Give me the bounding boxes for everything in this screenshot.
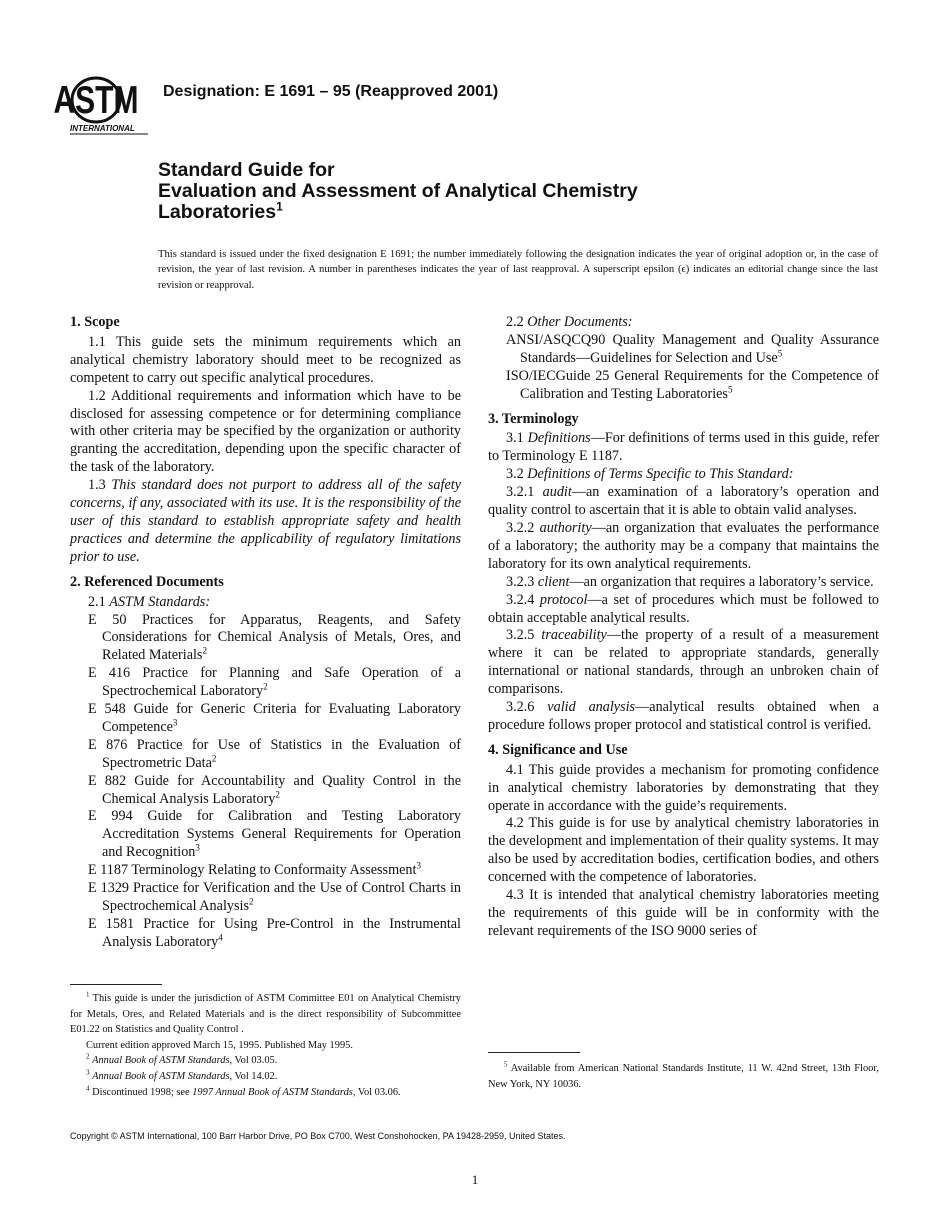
- text-run: 3.2.1: [506, 484, 543, 501]
- footnote-mark: 2: [202, 645, 207, 656]
- text-run: 3.2.2: [506, 519, 540, 536]
- paragraph: [70, 334, 461, 388]
- text-run: —the property of a result of a measurement where it can be related to appropriate standards, generally international or national standards, through an unbroken chain of comparisons.: [488, 627, 879, 698]
- text-run: 3.1: [506, 430, 528, 447]
- reference-item: [70, 880, 461, 916]
- designation: Designation: E 1691 – 95 (Reapproved 2001): [163, 83, 499, 100]
- text-run: protocol: [539, 591, 588, 608]
- paragraph: [488, 699, 879, 735]
- text-run: —an examination of a laboratory’s operation and quality control to ascertain that it is able to obtain valid analyses.: [488, 484, 879, 519]
- reference-item: [70, 665, 461, 701]
- paragraph: [488, 762, 879, 816]
- paragraph: [70, 1085, 461, 1101]
- paragraph: [488, 466, 879, 484]
- text-run: 1.2 Additional requirements and information which have to be disclosed for assessing competence or for determining compliance with other criteria may be specified by the organization or authority granting the accreditation, depending upon the specific character of the task of the laboratory.: [70, 387, 461, 476]
- text-run: —a set of procedures which must be followed to obtain acceptable analytical results.: [488, 591, 879, 626]
- text-run: 3.2.5: [506, 627, 542, 644]
- text-run: authority: [539, 519, 592, 536]
- text-run: Definitions of Terms Specific to This Standard:: [527, 466, 794, 483]
- footnote-mark: 3: [195, 842, 200, 853]
- text-run: —analytical results obtained when a procedure follows proper protocol and statistical control is verified.: [488, 699, 880, 733]
- text-run: E 876 Practice for Use of Statistics in the Evaluation of Spectrometric Data: [88, 736, 461, 771]
- text-run: 3.2: [506, 466, 528, 483]
- text-run: E 882 Guide for Accountability and Quality Control in the Chemical Analysis Laboratory: [88, 772, 461, 807]
- text-run: Annual Book of ASTM Standards: [92, 1055, 230, 1067]
- svg-text:ASTM: ASTM: [53, 79, 139, 122]
- footnote-mark: 4: [218, 932, 223, 943]
- paragraph: [488, 887, 879, 941]
- footnote-mark: 5: [777, 348, 783, 359]
- text-run: valid analysis: [547, 699, 636, 716]
- text-run: E 548 Guide for Generic Criteria for Evaluating Laboratory Competence: [88, 701, 461, 735]
- paragraph: [488, 574, 879, 592]
- text-run: ASTM Standards:: [109, 593, 211, 610]
- reference-item: [70, 612, 461, 666]
- copyright: Copyright © ASTM International, 100 Barr Harbor Drive, PO Box C700, West Conshohocken, PA 19428-2959, United States.: [70, 1131, 566, 1141]
- reference-item: [70, 808, 461, 862]
- text-run: E 50 Practices for Apparatus, Reagents, and Safety Considerations for Chemical Analysis of Metals, Ores, and Related Materials: [88, 611, 461, 664]
- reference-item: [70, 773, 461, 809]
- footnote-divider: [488, 1052, 580, 1053]
- text-run: 1.1 This guide sets the minimum requirements which an analytical chemistry laboratory should meet to be recognized as competent to carry out specific analytical procedures.: [70, 333, 461, 386]
- footnote-mark: 3: [86, 1068, 90, 1077]
- title-line-2: Evaluation and Assessment of Analytical Chemistry: [158, 180, 638, 202]
- issuance-note: This standard is issued under the fixed designation E 1691; the number immediately following the designation indicates the year of original adoption or, in the case of revision, the year of last revision. A number in parentheses indicates the year of last reapproval. A superscript epsilon (ϵ) indicates an editorial change since the last revision or reapproval.: [158, 249, 878, 291]
- footnote-divider: [70, 984, 162, 985]
- paragraph: [70, 991, 461, 1038]
- text-run: ISO/IECGuide 25 General Requirements for the Competence of Calibration and Testing Laboratories: [506, 367, 879, 402]
- text-run: 3.2.6: [506, 699, 548, 716]
- text-run: traceability: [541, 627, 607, 644]
- text-run: 3.2.4: [506, 591, 540, 608]
- paragraph: [488, 815, 879, 887]
- text-run: 4. Significance and Use: [488, 741, 628, 758]
- paragraph: [488, 484, 879, 520]
- reference-item: [70, 737, 461, 773]
- text-run: 4.2 This guide is for use by analytical chemistry laboratories in the development and implementation of their quality systems. It may also be used by accreditation bodies, certification bodies, and others concerned with the competence of laboratories.: [488, 815, 879, 886]
- paragraph: [488, 430, 879, 466]
- text-run: This standard does not purport to address all of the safety concerns, if any, associated with its use. It is the responsibility of the user of this standard to establish appropriate safety and health practices and determine the applicability of regulatory limitations prior to use.: [70, 477, 461, 565]
- footnote-mark: 4: [86, 1084, 90, 1093]
- footnote-mark: 2: [248, 896, 254, 907]
- text-run: E 994 Guide for Calibration and Testing Laboratory Accreditation Systems General Requirements for Operation and Recognition: [88, 808, 461, 861]
- section-heading: [488, 411, 879, 429]
- left-column: [70, 314, 461, 952]
- text-run: 3.2.3: [506, 573, 538, 590]
- paragraph: [70, 594, 461, 612]
- text-run: 2.2: [506, 314, 528, 330]
- footnotes-right: [488, 1061, 879, 1092]
- footnote-mark: 2: [211, 753, 217, 764]
- text-run: 2. Referenced Documents: [70, 573, 224, 590]
- text-run: E 1187 Terminology Relating to Conformaity Assessment: [88, 862, 417, 879]
- text-run: 4.1 This guide provides a mechanism for promoting confidence in analytical chemistry laboratories by demonstrating that they operate in accordance with the guide’s requirements.: [488, 761, 879, 814]
- footnote-mark: 5: [504, 1060, 508, 1069]
- text-run: , Vol 03.06.: [352, 1086, 401, 1098]
- paragraph: [488, 592, 879, 628]
- footnote-mark: 3: [172, 717, 178, 728]
- paragraph: [488, 314, 879, 332]
- text-run: —For definitions of terms used in this guide, refer to Terminology E 1187.: [488, 430, 880, 465]
- footnote-mark: 2: [86, 1052, 90, 1061]
- text-run: E 416 Practice for Planning and Safe Operation of a Spectrochemical Laboratory: [88, 665, 461, 700]
- text-run: Current edition approved March 15, 1995. Published May 1995.: [86, 1039, 353, 1051]
- title-line-1: Standard Guide for: [158, 159, 335, 181]
- text-run: —an organization that requires a laboratory’s service.: [569, 573, 874, 590]
- text-run: Other Documents:: [527, 314, 633, 330]
- paragraph: [70, 388, 461, 478]
- text-run: E 1329 Practice for Verification and the Use of Control Charts in Spectrochemical Analysis: [88, 880, 461, 914]
- page-number: 1: [471, 1172, 479, 1187]
- text-run: ANSI/ASQCQ90 Quality Management and Quality Assurance Standards—Guidelines for Selection and Use: [506, 331, 879, 366]
- text-run: , Vol 03.05.: [229, 1055, 278, 1067]
- section-heading: [488, 742, 879, 760]
- text-run: 1. Scope: [70, 314, 120, 330]
- footnote-mark: 3: [416, 860, 421, 871]
- text-run: 3. Terminology: [488, 410, 579, 427]
- footnote-mark: 2: [275, 788, 280, 799]
- text-run: 1.3: [88, 477, 112, 494]
- text-run: Annual Book of ASTM Standards: [92, 1070, 230, 1082]
- text-run: Discontinued 1998; see: [89, 1086, 193, 1098]
- title-footnote-mark: 1: [276, 199, 283, 214]
- footnote-mark: 1: [86, 990, 90, 999]
- footnotes-left: [70, 991, 461, 1100]
- paragraph: [488, 1061, 879, 1092]
- paragraph: [70, 1069, 461, 1085]
- reference-item: [488, 332, 879, 368]
- paragraph: [70, 477, 461, 567]
- reference-item: [70, 701, 461, 737]
- logo-subtext: INTERNATIONAL: [70, 124, 135, 133]
- paragraph: [488, 520, 879, 574]
- text-run: E 1581 Practice for Using Pre-Control in the Instrumental Analysis Laboratory: [88, 915, 461, 950]
- text-run: —an organization that evaluates the performance of a laboratory; the authority may be a company that maintains the laboratory for its own analytical requirements.: [488, 519, 879, 572]
- text-run: 1997 Annual Book of ASTM Standards: [192, 1086, 353, 1098]
- section-heading: [70, 574, 461, 592]
- paragraph: [488, 627, 879, 699]
- text-run: audit: [542, 484, 572, 501]
- paragraph: [70, 1038, 461, 1054]
- text-run: 4.3 It is intended that analytical chemistry laboratories meeting the requirements of this guide will be in conformity with the relevant requirements of the ISO 9000 series of: [488, 887, 879, 939]
- text-run: Available from American National Standards Institute, 11 W. 42nd Street, 13th Floor, New York, NY 10036.: [488, 1063, 879, 1090]
- text-run: , Vol 14.02.: [229, 1070, 278, 1082]
- reference-item: [70, 916, 461, 952]
- section-heading: [70, 314, 461, 332]
- footnote-mark: 2: [263, 681, 268, 692]
- text-run: client: [537, 573, 570, 590]
- right-column: [488, 314, 879, 941]
- text-run: Definitions: [527, 430, 591, 447]
- text-run: This guide is under the jurisdiction of ASTM Committee E01 on Analytical Chemistry for Metals, Ores, and Related Materials and is the direct responsibility of Subcommittee E01.22 on Statistics and Quality Control .: [70, 993, 461, 1036]
- text-run: 2.1: [88, 593, 110, 610]
- paragraph: [70, 1053, 461, 1069]
- reference-item: [70, 862, 461, 880]
- title-line-3: Laboratories: [158, 201, 277, 223]
- astm-logo: [53, 74, 152, 140]
- page-title: [158, 160, 638, 223]
- reference-item: [488, 368, 879, 404]
- footnote-mark: 5: [727, 383, 733, 394]
